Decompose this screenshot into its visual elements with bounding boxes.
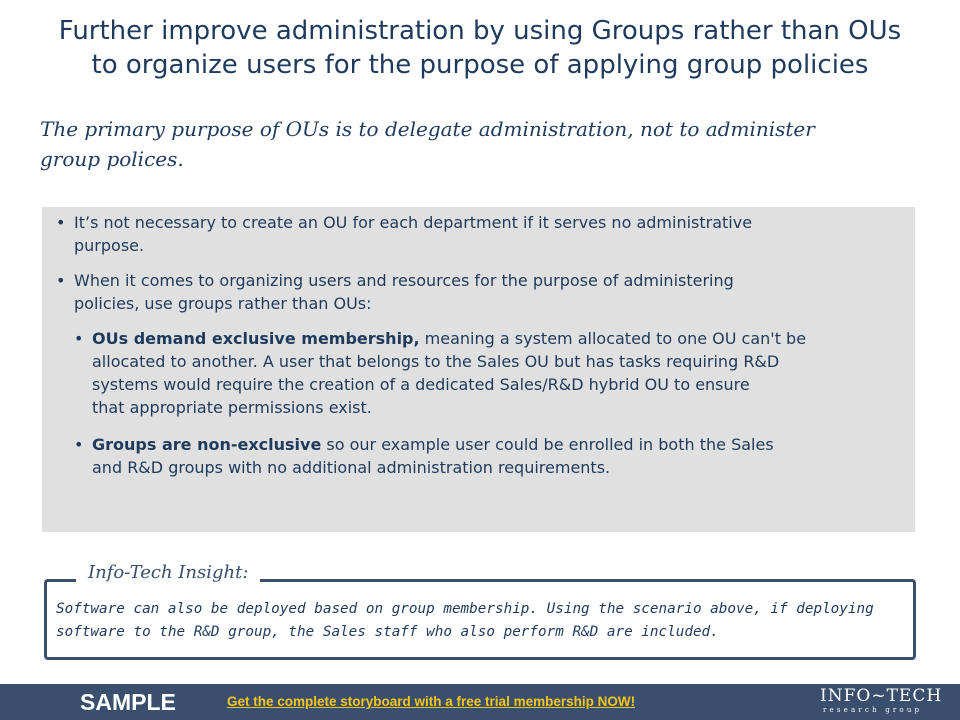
page-title-line-1: Further improve administration by using Groups rather than OUs [58,16,902,46]
insight-text-line: Software can also be deployed based on group membership. Using the scenario above, if deploying [56,601,874,617]
page-title-line-2: to organize users for the purpose of applying group policies [91,50,869,80]
bullet-text-line: and R&D groups with no additional administration requirements. [92,458,611,477]
bullet-list [56,211,906,493]
bullet-item [56,269,906,315]
page-subtitle [40,114,900,174]
insight-label: Info-Tech Insight: [76,560,260,586]
bullet-dot-icon: • [56,213,66,232]
bullet-text-line [92,433,906,456]
bullet-dot-icon: • [74,329,84,348]
bullet-text-line [92,327,906,350]
bullet-text-line: When it comes to organizing users and resources for the purpose of administering [74,271,734,290]
info-tech-logo [820,686,943,717]
bullet-text-line: policies, use groups rather than OUs: [74,294,372,313]
logo-tagline: research group [823,706,923,714]
bullet-item [56,211,906,257]
bullet-text-rest: so our example user could be enrolled in both the Sales [321,435,774,454]
logo-wordmark: INFO~TECH [820,686,943,706]
insight-text [56,598,911,644]
insight-text-line: software to the R&D group, the Sales staff who also perform R&D are included. [56,624,719,640]
bullet-bold-lead: OUs demand exclusive membership, [92,329,420,348]
bullet-text-line: purpose. [74,236,145,255]
sample-label: SAMPLE [80,689,176,715]
bullet-text-line: It’s not necessary to create an OU for each department if it serves no administrative [74,213,753,232]
sub-bullet-item [74,433,906,479]
bullet-bold-lead: Groups are non-exclusive [92,435,322,454]
bullet-text-line: systems would require the creation of a dedicated Sales/R&D hybrid OU to ensure [92,375,750,394]
bullet-text-line: that appropriate permissions exist. [92,398,372,417]
trial-membership-link[interactable]: Get the complete storyboard with a free trial membership NOW! [227,694,636,709]
sub-bullet-item [74,327,906,419]
bullet-dot-icon: • [74,435,84,454]
bullet-text-rest: meaning a system allocated to one OU can't be [419,329,807,348]
page-subtitle-line-1: The primary purpose of OUs is to delegate administration, not to administer [40,117,815,141]
page-title [0,14,960,82]
bullet-dot-icon: • [56,271,66,290]
bullet-text-line: allocated to another. A user that belongs to the Sales OU but has tasks requiring R&D [92,352,780,371]
page-subtitle-line-2: group polices. [40,147,184,171]
